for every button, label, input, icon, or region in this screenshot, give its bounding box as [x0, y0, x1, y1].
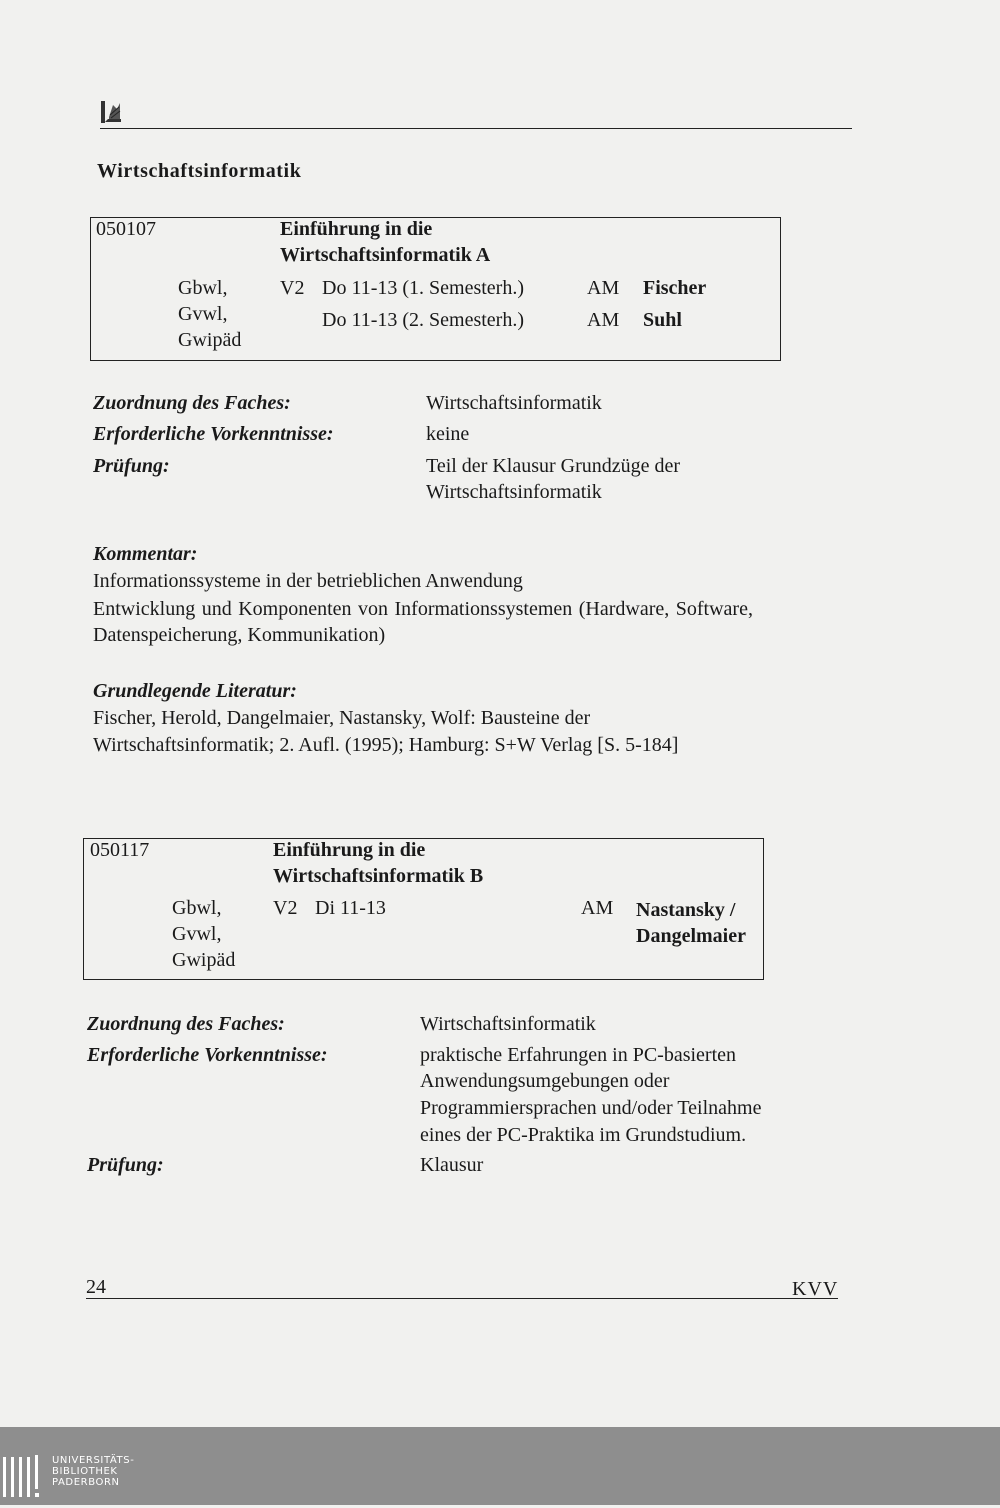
course-group: Gwipäd: [172, 949, 236, 971]
kommentar-text: Informationssysteme in der betrieblichen Anwendung: [93, 570, 523, 592]
pruefung-value: Teil der Klausur Grundzüge der: [426, 455, 681, 477]
literatur-label: Grundlegende Literatur:: [93, 680, 297, 702]
library-name-line: PADERBORN: [52, 1477, 120, 1488]
course-lecturer: Suhl: [643, 309, 682, 331]
footer-rule: [86, 1298, 838, 1299]
vorkenntnisse-label: Erforderliche Vorkenntnisse:: [93, 423, 334, 445]
pruefung-label: Prüfung:: [93, 455, 170, 477]
course-room: AM: [587, 277, 620, 299]
course-lecturer: Fischer: [643, 277, 707, 299]
zuordnung-label: Zuordnung des Faches:: [87, 1013, 285, 1035]
library-name-line: BIBLIOTHEK: [52, 1466, 118, 1477]
kommentar-text: Entwicklung und Komponenten von Informationssystemen (Hardware, Software,: [93, 598, 753, 620]
vorkenntnisse-value: eines der PC-Praktika im Grundstudium.: [420, 1124, 747, 1146]
library-name: [52, 1455, 134, 1488]
footer-label: KVV: [792, 1278, 839, 1300]
course-title-line2: Wirtschaftsinformatik A: [280, 244, 491, 266]
course-group: Gbwl,: [172, 897, 222, 919]
course-schedule: Do 11-13 (1. Semesterh.): [322, 277, 524, 299]
course-schedule: Do 11-13 (2. Semesterh.): [322, 309, 524, 331]
course-lecturer: Dangelmaier: [636, 925, 746, 947]
vorkenntnisse-value: Programmiersprachen und/oder Teilnahme: [420, 1097, 762, 1119]
course-id: 050117: [90, 839, 150, 861]
literatur-text: Fischer, Herold, Dangelmaier, Nastansky, Wolf: Bausteine der: [93, 707, 591, 729]
vorkenntnisse-value: keine: [426, 423, 470, 445]
document-stack-icon: [100, 95, 124, 125]
course-title-line1: Einführung in die: [280, 218, 433, 240]
course-title-line2: Wirtschaftsinformatik B: [273, 865, 484, 887]
kommentar-label: Kommentar:: [93, 543, 198, 565]
pruefung-value: Klausur: [420, 1154, 484, 1176]
literatur-text: Wirtschaftsinformatik; 2. Aufl. (1995); Hamburg: S+W Verlag [S. 5-184]: [93, 734, 679, 756]
vorkenntnisse-value: praktische Erfahrungen in PC-basierten: [420, 1044, 737, 1066]
course-room: AM: [587, 309, 620, 331]
kommentar-text: Datenspeicherung, Kommunikation): [93, 624, 386, 646]
course-group: Gvwl,: [172, 923, 222, 945]
zuordnung-value: Wirtschaftsinformatik: [420, 1013, 596, 1035]
zuordnung-value: Wirtschaftsinformatik: [426, 392, 602, 414]
library-footer-bar: [0, 1427, 1000, 1505]
course-room: AM: [581, 897, 614, 919]
zuordnung-label: Zuordnung des Faches:: [93, 392, 291, 414]
course-group: Gbwl,: [178, 277, 228, 299]
pruefung-value: Wirtschaftsinformatik: [426, 481, 602, 503]
course-id: 050107: [96, 218, 156, 240]
course-title-line1: Einführung in die: [273, 839, 426, 861]
course-type: V2: [273, 897, 298, 919]
course-group: Gvwl,: [178, 303, 228, 325]
course-type: V2: [280, 277, 305, 299]
pruefung-label: Prüfung:: [87, 1154, 164, 1176]
section-title: Wirtschaftsinformatik: [97, 160, 302, 182]
course-schedule: Di 11-13: [315, 897, 386, 919]
header-rule: [100, 128, 852, 129]
vorkenntnisse-value: Anwendungsumgebungen oder: [420, 1070, 670, 1092]
course-group: Gwipäd: [178, 329, 242, 351]
library-name-line: UNIVERSITÄTS-: [52, 1455, 135, 1466]
library-logo-icon: [2, 1455, 42, 1503]
page-number: 24: [86, 1276, 106, 1298]
vorkenntnisse-label: Erforderliche Vorkenntnisse:: [87, 1044, 328, 1066]
course-lecturer: Nastansky /: [636, 899, 736, 921]
